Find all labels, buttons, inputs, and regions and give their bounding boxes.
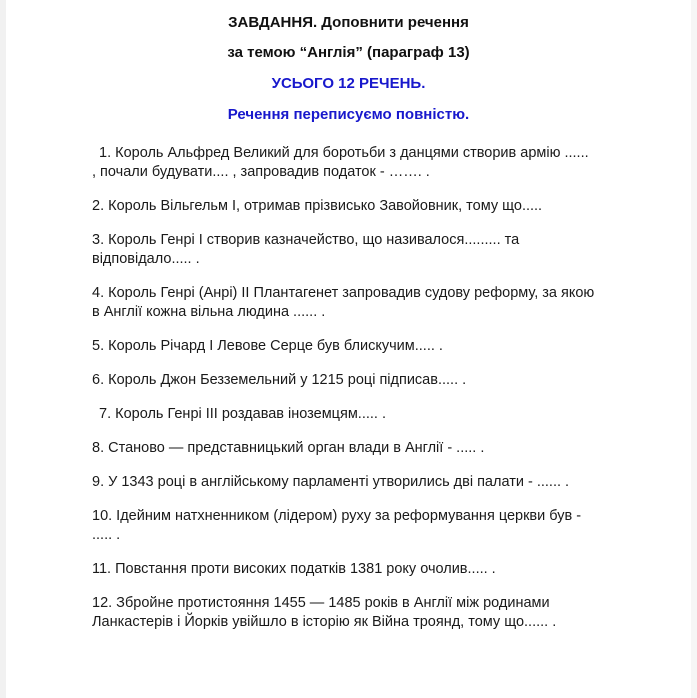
task-item-12: 12. Збройне протистояння 1455 — 1485 років в Англії між родинами Ланкастерів і Йорків увійшло в історію як Війна троянд, тому що...... .	[92, 595, 557, 630]
heading-note-2: Речення переписуємо повністю.	[227, 106, 470, 123]
heading-line-2: за темою “Англія” (параграф 13)	[227, 44, 470, 61]
task-item-8: 8. Станово — представницький орган влади в Англії - ..... .	[92, 440, 485, 456]
heading-line-1: ЗАВДАННЯ. Доповнити речення	[228, 14, 469, 31]
task-item-9: 9. У 1343 році в англійському парламенті утворились дві палати - ...... .	[92, 474, 570, 490]
task-item-4: 4. Король Генрі (Анрі) II Плантагенет запровадив судову реформу, за якою в Англії кожна вільна людина ...... .	[92, 285, 595, 320]
heading-note-1: УСЬОГО 12 РЕЧЕНЬ.	[271, 75, 426, 92]
page-right-edge	[691, 0, 697, 698]
document-heading	[6, 8, 691, 130]
task-item-5: 5. Король Річард I Левове Серце був блискучим..... .	[92, 338, 443, 354]
task-item-1: 1. Король Альфред Великий для боротьби з данцями створив армію ...... , почали будувати.... , запровадив податок - ……. .	[92, 145, 589, 180]
document-content	[6, 0, 691, 698]
task-list	[6, 144, 691, 632]
task-item-11: 11. Повстання проти високих податків 1381 року очолив..... .	[92, 561, 496, 577]
task-item-7: 7. Король Генрі III роздавав іноземцям..... .	[99, 406, 386, 422]
task-item-2: 2. Король Вільгельм I, отримав прізвисько Завойовник, тому що.....	[92, 198, 543, 214]
task-item-6: 6. Король Джон Безземельний у 1215 році підписав..... .	[92, 372, 467, 388]
task-item-3: 3. Король Генрі I створив казначейство, що називалося......... та відповідало..... .	[92, 232, 520, 267]
task-item-10: 10. Ідейним натхненником (лідером) руху за реформування церкви був - ..... .	[92, 508, 582, 543]
